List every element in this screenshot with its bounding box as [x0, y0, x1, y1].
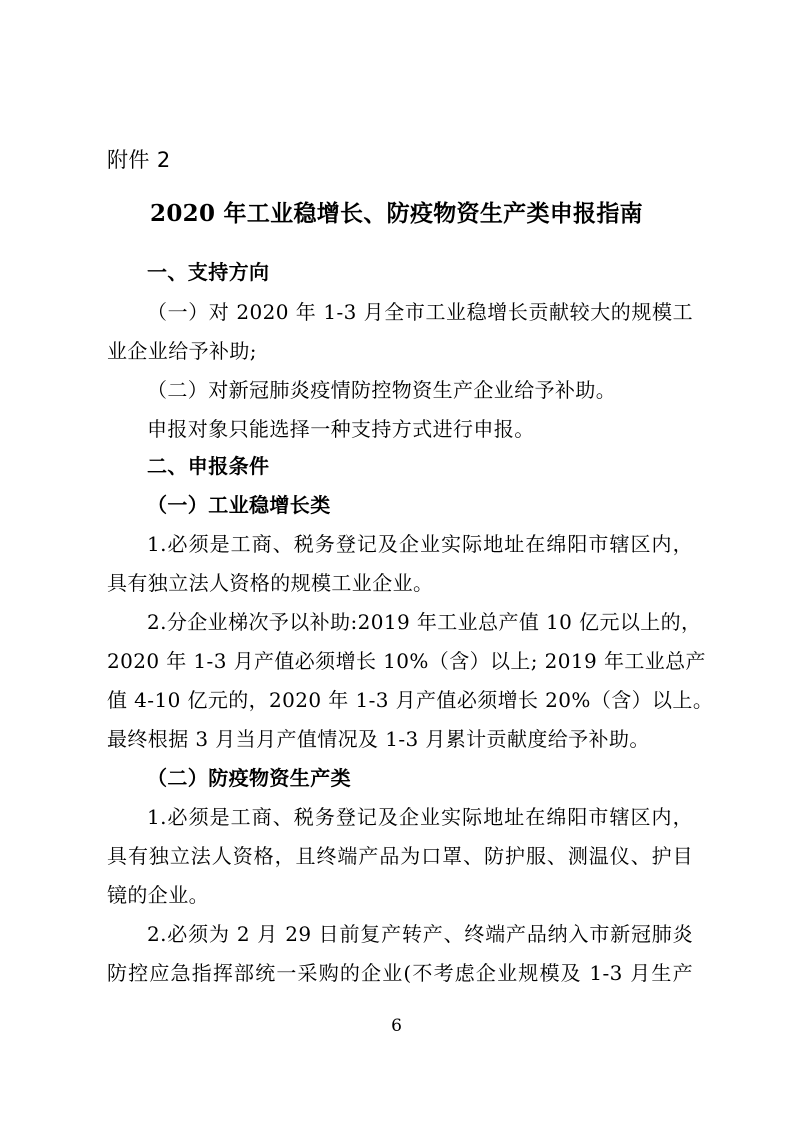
- paragraph-line: 防控应急指挥部统一采购的企业(不考虑企业规模及 1-3 月生产: [107, 961, 693, 985]
- attachment-label: 附件 2: [107, 148, 171, 172]
- paragraph-line: 2.分企业梯次予以补助:2019 年工业总产值 10 亿元以上的，: [147, 610, 702, 634]
- paragraph-line: 2.必须为 2 月 29 日前复产转产、终端产品纳入市新冠肺炎: [147, 922, 693, 946]
- paragraph-line: 最终根据 3 月当月产值情况及 1-3 月累计贡献度给予补助。: [107, 727, 650, 751]
- paragraph-line: 具有独立法人资格的规模工业企业。: [107, 571, 434, 595]
- paragraph-line: 具有独立法人资格，且终端产品为口罩、防护服、测温仪、护目: [107, 844, 693, 868]
- paragraph-line: 2020 年 1-3 月产值必须增长 10%（含）以上; 2019 年工业总产: [107, 649, 706, 673]
- paragraph-line: 镜的企业。: [107, 883, 209, 907]
- paragraph-line: 业企业给予补助;: [107, 339, 257, 363]
- paragraph-line: 值 4-10 亿元的，2020 年 1-3 月产值必须增长 20%（含）以上。: [107, 688, 714, 712]
- subsection-heading-epidemic-supplies: （二）防疫物资生产类: [147, 766, 351, 790]
- paragraph-line: 1.必须是工商、税务登记及企业实际地址在绵阳市辖区内，: [147, 532, 693, 556]
- document-title: 2020 年工业稳增长、防疫物资生产类申报指南: [150, 200, 643, 227]
- paragraph-line: （一）对 2020 年 1-3 月全市工业稳增长贡献较大的规模工: [147, 300, 693, 324]
- section-heading-support-direction: 一、支持方向: [147, 260, 270, 284]
- page-number: 6: [391, 1016, 402, 1036]
- subsection-heading-industrial-growth: （一）工业稳增长类: [147, 493, 331, 517]
- paragraph-line: 1.必须是工商、税务登记及企业实际地址在绵阳市辖区内，: [147, 805, 693, 829]
- paragraph-line: 申报对象只能选择一种支持方式进行申报。: [147, 417, 535, 441]
- section-heading-application-conditions: 二、申报条件: [147, 454, 270, 478]
- paragraph-line: （二）对新冠肺炎疫情防控物资生产企业给予补助。: [147, 378, 617, 402]
